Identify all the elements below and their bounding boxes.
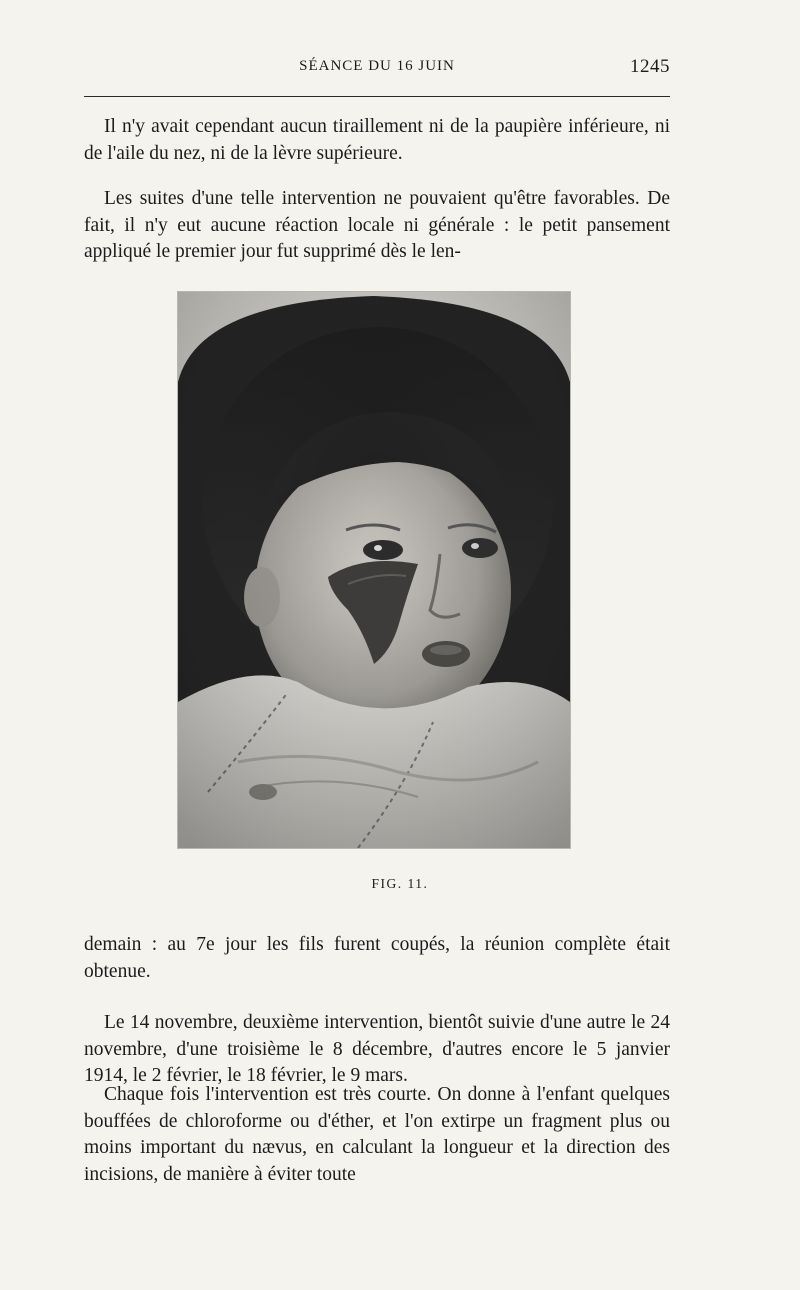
paragraph-2-top: Les suites d'une telle intervention ne pouvaient qu'être favorables. De fait, il n'y eut aucune réaction locale ni générale : le petit pansement appliqué le premier jour fut supprimé dès le len- — [84, 188, 670, 262]
paragraph-1: Il n'y avait cependant aucun tiraillement ni de la paupière inférieure, ni de l'aile du nez, ni de la lèvre supérieure. — [84, 116, 670, 164]
header-rule — [84, 96, 670, 97]
page-number: 1245 — [630, 56, 670, 77]
paragraph-4: Chaque fois l'intervention est très courte. On donne à l'enfant quelques bouffées de chloroforme ou d'éther, et l'on extirpe un fragment plus ou moins important du nævus, en calculant la longueur et la direction des incisions, de manière à éviter toute — [84, 1084, 670, 1185]
running-head — [84, 56, 670, 86]
running-title: SÉANCE DU 16 JUIN — [299, 58, 455, 74]
figure-caption — [0, 876, 800, 892]
figure-caption-text: FIG. 11. — [371, 876, 429, 891]
paragraph-3: Le 14 novembre, deuxième intervention, bientôt suivie d'une autre le 24 novembre, d'une troisième le 8 décembre, d'autres encore le 5 janvier 1914, le 2 février, le 18 février, le 9 mars. — [84, 1012, 670, 1086]
child-portrait-photo — [178, 292, 570, 848]
figure-photo — [178, 292, 570, 848]
paragraph-2-bottom: demain : au 7e jour les fils furent coupés, la réunion complète était obtenue. — [84, 934, 670, 982]
